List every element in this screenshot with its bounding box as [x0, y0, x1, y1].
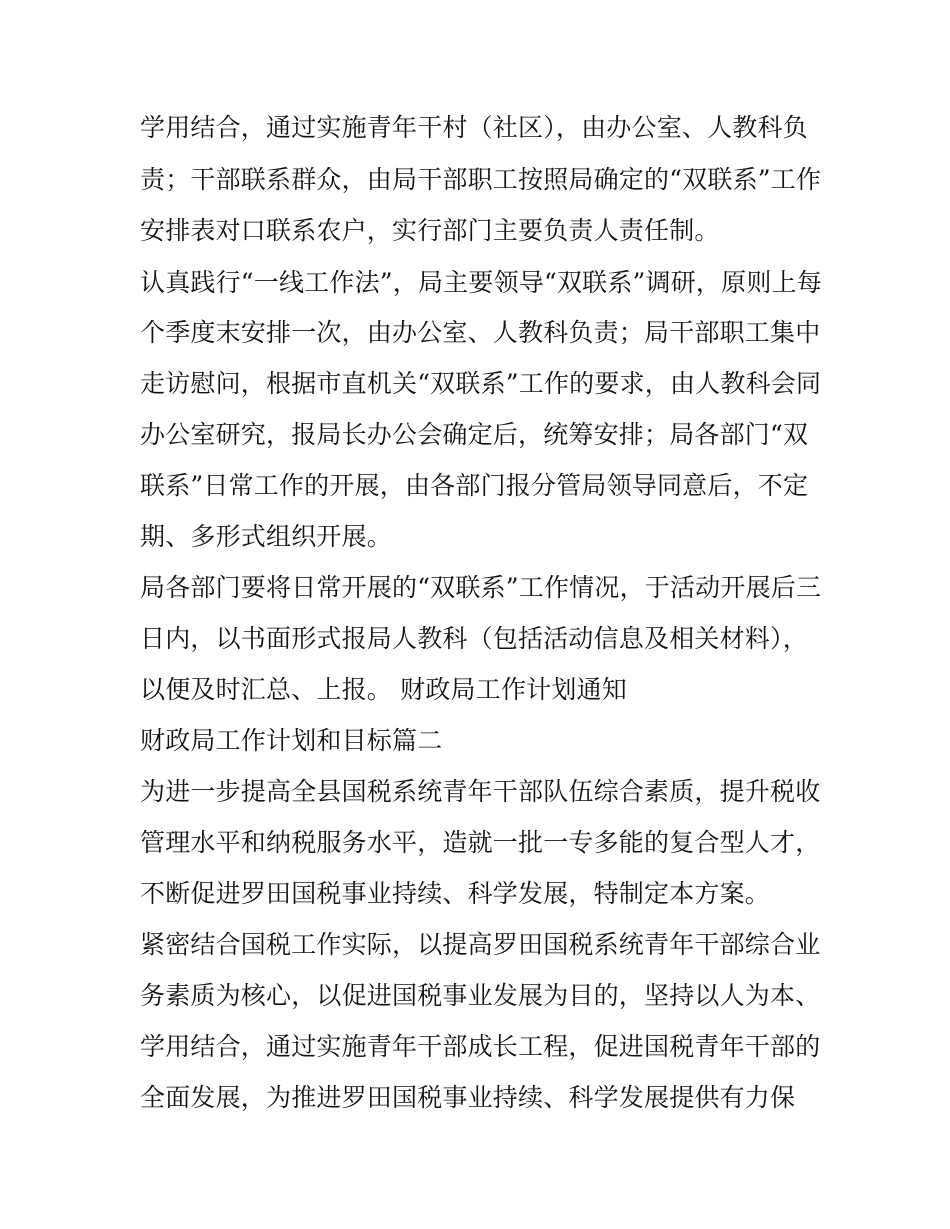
text-line: 紧密结合国税工作实际，以提高罗田国税系统青年干部综合业 — [140, 930, 821, 959]
text-line: 局各部门要将日常开展的“双联系”工作情况，于活动开展后三 — [140, 573, 822, 602]
section-heading: 财政局工作计划和目标篇二 — [140, 726, 443, 755]
text-line: 期、多形式组织开展。 — [140, 522, 393, 551]
text-line: 走访慰问，根据市直机关“双联系”工作的要求，由人教科会同 — [140, 369, 822, 398]
text-line: 以便及时汇总、上报。 财政局工作计划通知 — [140, 675, 627, 704]
text-line: 学用结合，通过实施青年干村（社区），由办公室、人教科负 — [140, 113, 808, 142]
text-line: 认真践行“一线工作法”，局主要领导“双联系”调研，原则上每 — [140, 268, 822, 297]
text-line: 管理水平和纳税服务水平，造就一批一专多能的复合型人才， — [140, 828, 821, 857]
text-line: 不断促进罗田国税事业持续、科学发展，特制定本方案。 — [140, 879, 771, 908]
text-line: 全面发展，为推进罗田国税事业持续、科学发展提供有力保 — [140, 1083, 796, 1112]
text-line: 安排表对口联系农户，实行部门主要负责人责任制。 — [140, 216, 720, 245]
text-line: 个季度末安排一次，由办公室、人教科负责；局干部职工集中 — [140, 318, 821, 347]
text-line: 学用结合，通过实施青年干部成长工程，促进国税青年干部的 — [140, 1032, 821, 1061]
text-line: 办公室研究，报局长办公会确定后，统筹安排；局各部门“双 — [140, 420, 809, 449]
text-line: 责；干部联系群众，由局干部职工按照局确定的“双联系”工作 — [140, 165, 822, 194]
text-line: 日内，以书面形式报局人教科（包括活动信息及相关材料）， — [140, 624, 808, 653]
text-line: 务素质为核心，以促进国税事业发展为目的，坚持以人为本、 — [140, 981, 821, 1010]
text-line: 为进一步提高全县国税系统青年干部队伍综合素质，提升税收 — [140, 777, 821, 806]
text-line: 联系”日常工作的开展，由各部门报分管局领导同意后，不定 — [140, 471, 809, 500]
